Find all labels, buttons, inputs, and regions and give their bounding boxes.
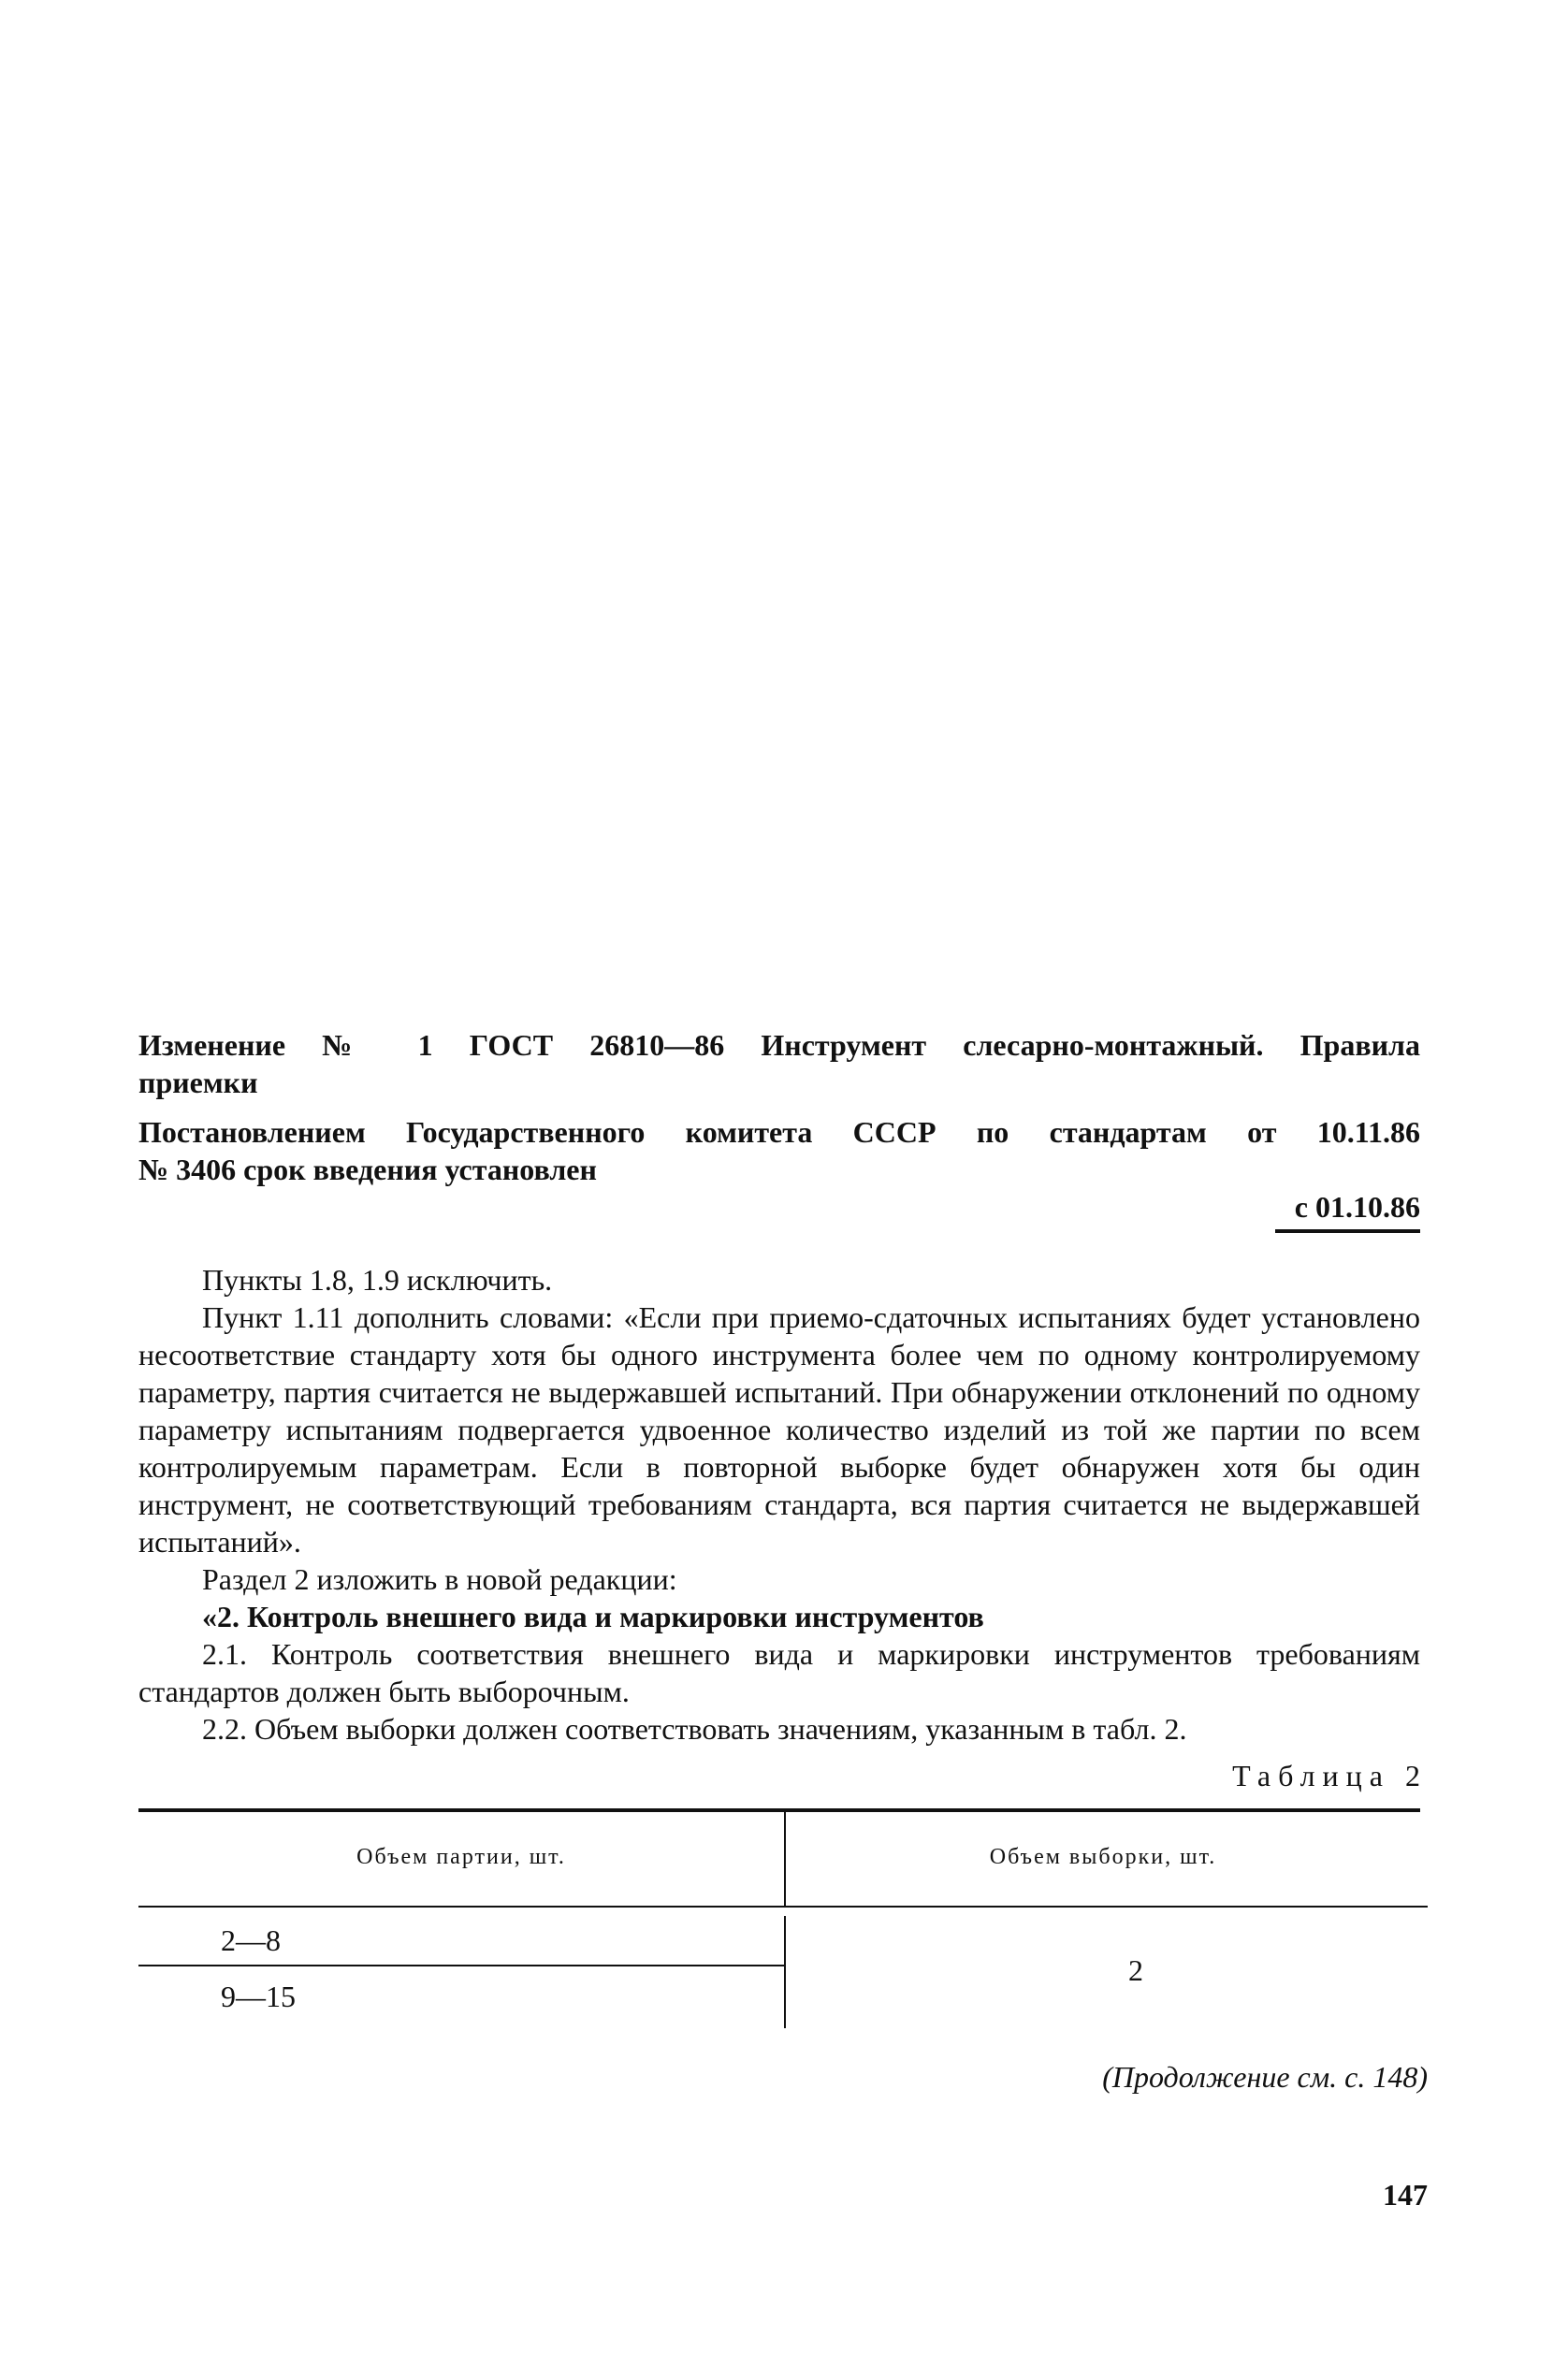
page-number: 147 xyxy=(1383,2178,1428,2212)
paragraph-2-1: 2.1. Контроль соответствия внешнего вида и маркировки инструментов требованиям стандартов должен быть выборочным. xyxy=(138,1637,1420,1708)
table-cell-sample-2: 2 xyxy=(1128,1953,1143,1987)
paragraph-clause-1-11: Пункт 1.11 дополнить словами: «Если при приемо-сдаточных испытаниях будет установлено несоответствие стандарту хотя бы одного инструмента более чем по одному контролируемому параметру, партия считается не выдержавшей испытаний. При обнаружении отклонений по одному параметру испытаниям подвергается удвоенное количество изделий из той же партии по всем контролируемым параметрам. Если в повторной выборке будет обнаружен хотя бы один инструмент, не соответствующий требованиям стандарта, вся партия считается не выдержавшей испытаний». xyxy=(138,1300,1420,1559)
paragraph-clauses-removed: Пункты 1.8, 1.9 исключить. xyxy=(202,1263,553,1297)
table-top-rule xyxy=(138,1808,1420,1812)
amendment-title xyxy=(138,1026,1420,1101)
table-cell-batch-2-8: 2—8 xyxy=(221,1923,281,1957)
decree-line-2: № 3406 срок введения установлен xyxy=(138,1153,597,1186)
table-2 xyxy=(138,1759,1428,2030)
paragraph-2-2: 2.2. Объем выборки должен соответствовать значениям, указанным в табл. 2. xyxy=(202,1712,1187,1746)
decree-statement xyxy=(138,1113,1420,1188)
table-cell-batch-9-15: 9—15 xyxy=(221,1980,296,2013)
decree-line-1: Постановлением Государственного комитета СССР по стандартам от 10.11.86 xyxy=(138,1115,1420,1149)
table-caption: Таблица 2 xyxy=(1232,1759,1428,1792)
amendment-body xyxy=(138,1261,1420,1748)
continuation-note: (Продолжение см. с. 148) xyxy=(1102,2060,1428,2094)
amendment-title-line-2: приемки xyxy=(138,1066,258,1099)
effective-date-underline xyxy=(1275,1229,1420,1233)
table-header-sample-size: Объем выборки, шт. xyxy=(989,1845,1217,1869)
table-header-batch-size: Объем партии, шт. xyxy=(356,1845,566,1869)
section-2-heading: «2. Контроль внешнего вида и маркировки инструментов xyxy=(202,1600,984,1633)
effective-date: с 01.10.86 xyxy=(1294,1190,1420,1224)
effective-date-block xyxy=(138,1188,1420,1244)
table-header-rule xyxy=(138,1906,1428,1908)
table-body-divider xyxy=(784,1916,786,2028)
paragraph-section-2-intro: Раздел 2 изложить в новой редакции: xyxy=(202,1562,677,1596)
table-row-rule xyxy=(138,1965,784,1966)
amendment-title-line-1: Изменение № 1 ГОСТ 26810—86 Инструмент слесарно-монтажный. Правила xyxy=(138,1028,1420,1062)
